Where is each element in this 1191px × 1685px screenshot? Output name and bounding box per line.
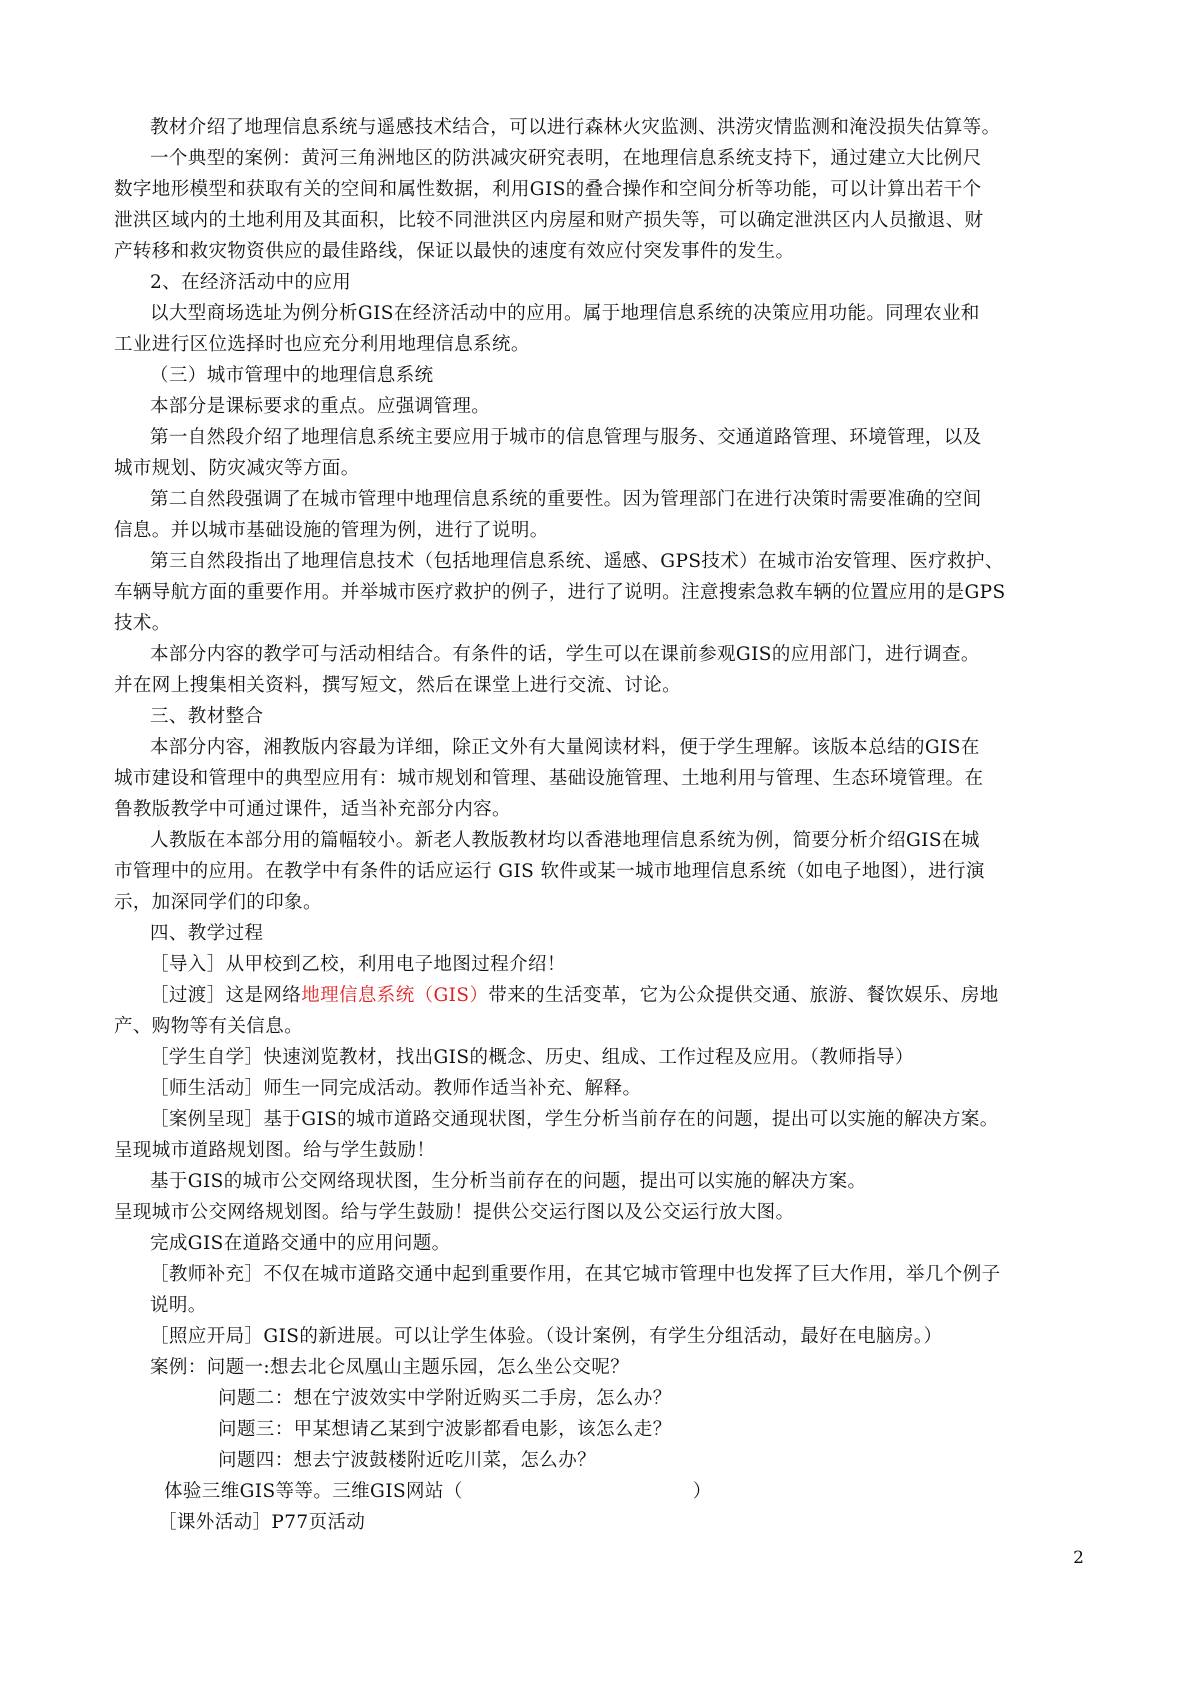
paragraph-line: 城市规划、防灾减灾等方面。 xyxy=(114,458,360,479)
paragraph-line: 本部分内容的教学可与活动相结合。有条件的话，学生可以在课前参观GIS的应用部门，进行调查。 xyxy=(150,644,980,665)
transition-text-after: 带来的生活变革，它为公众提供交通、旅游、餐饮娱乐、房地 xyxy=(488,985,999,1006)
paragraph-line: 工业进行区位选择时也应充分利用地理信息系统。 xyxy=(114,334,530,355)
paragraph-line: 本部分内容，湘教版内容最为详细，除正文外有大量阅读材料，便于学生理解。该版本总结的GIS在 xyxy=(150,737,980,758)
paragraph-line: ［师生活动］师生一同完成活动。教师作适当补充、解释。 xyxy=(150,1078,642,1099)
section-heading: 2、在经济活动中的应用 xyxy=(150,272,352,293)
paragraph-line: 完成GIS在道路交通中的应用问题。 xyxy=(150,1233,451,1254)
paragraph-line: 第一自然段介绍了地理信息系统主要应用于城市的信息管理与服务、交通道路管理、环境管理，以及 xyxy=(150,427,982,448)
transition-text-before: ［过渡］这是网络 xyxy=(150,985,302,1006)
case-question: 问题四：想去宁波鼓楼附近吃川菜，怎么办？ xyxy=(218,1450,597,1471)
paragraph-line: 并在网上搜集相关资料，撰写短文，然后在课堂上进行交流、讨论。 xyxy=(114,675,682,696)
paragraph-line: ［照应开局］GIS的新进展。可以让学生体验。（设计案例，有学生分组活动，最好在电脑房。） xyxy=(150,1326,943,1347)
paragraph-line: 城市建设和管理中的典型应用有：城市规划和管理、基础设施管理、土地利用与管理、生态环境管理。在 xyxy=(114,768,984,789)
paragraph-line: 一个典型的案例：黄河三角洲地区的防洪减灾研究表明，在地理信息系统支持下，通过建立大比例尺 xyxy=(150,148,982,169)
paragraph-line: 技术。 xyxy=(114,613,171,634)
paragraph-line: 说明。 xyxy=(150,1295,207,1316)
paragraph-line: 呈现城市道路规划图。给与学生鼓励！ xyxy=(114,1140,436,1161)
paragraph-line: 示，加深同学们的印象。 xyxy=(114,892,322,913)
paragraph-line: 呈现城市公交网络规划图。给与学生鼓励！提供公交运行图以及公交运行放大图。 xyxy=(114,1202,795,1223)
paragraph-line: 第二自然段强调了在城市管理中地理信息系统的重要性。因为管理部门在进行决策时需要准确的空间 xyxy=(150,489,982,510)
paragraph-line: 市管理中的应用。在教学中有条件的话应运行 GIS 软件或某一城市地理信息系统（如电子地图），进行演 xyxy=(114,861,985,882)
paragraph-line: 车辆导航方面的重要作用。并举城市医疗救护的例子，进行了说明。注意搜索急救车辆的位置应用的是GPS xyxy=(114,582,1006,603)
document-body xyxy=(114,112,1082,1538)
paragraph-line: 鲁教版教学中可通过课件，适当补充部分内容。 xyxy=(114,799,511,820)
paragraph-line: 产、购物等有关信息。 xyxy=(114,1016,304,1037)
paragraph-line: 以大型商场选址为例分析GIS在经济活动中的应用。属于地理信息系统的决策应用功能。同理农业和 xyxy=(150,303,980,324)
paragraph-line: 产转移和救灾物资供应的最佳路线，保证以最快的速度有效应付突发事件的发生。 xyxy=(114,241,795,262)
paragraph-line: 泄洪区域内的土地利用及其面积，比较不同泄洪区内房屋和财产损失等，可以确定泄洪区内人员撤退、财 xyxy=(114,210,984,231)
paragraph-line: ［案例呈现］基于GIS的城市道路交通现状图，学生分析当前存在的问题，提出可以实施的解决方案。 xyxy=(150,1109,999,1130)
transition-line xyxy=(114,980,1082,1011)
website-line xyxy=(114,1476,1082,1507)
case-question: 案例：问题一:想去北仑凤凰山主题乐园，怎么坐公交呢？ xyxy=(150,1357,630,1378)
paragraph-line: ［课外活动］P77页活动 xyxy=(158,1512,366,1533)
gis-link-highlight: 地理信息系统（GIS） xyxy=(301,985,489,1006)
section-heading: 三、教材整合 xyxy=(150,706,264,727)
paragraph-line: ［导入］从甲校到乙校，利用电子地图过程介绍！ xyxy=(150,954,566,975)
paragraph-line: 人教版在本部分用的篇幅较小。新老人教版教材均以香港地理信息系统为例，简要分析介绍GIS在城 xyxy=(150,830,980,851)
paragraph-line: ［教师补充］不仅在城市道路交通中起到重要作用，在其它城市管理中也发挥了巨大作用，举几个例子 xyxy=(150,1264,1001,1285)
section-heading: 四、教学过程 xyxy=(150,923,264,944)
paragraph-line: 教材介绍了地理信息系统与遥感技术结合，可以进行森林火灾监测、洪涝灾情监测和淹没损失估算等。 xyxy=(150,117,1001,138)
website-label: 体验三维GIS等等。三维GIS网站（ xyxy=(164,1481,463,1502)
case-question: 问题三：甲某想请乙某到宁波影都看电影，该怎么走？ xyxy=(218,1419,672,1440)
website-close-bracket: ） xyxy=(692,1481,712,1502)
paragraph-line: 基于GIS的城市公交网络现状图，生分析当前存在的问题，提出可以实施的解决方案。 xyxy=(150,1171,867,1192)
paragraph-line: 本部分是课标要求的重点。应强调管理。 xyxy=(150,396,491,417)
case-question: 问题二：想在宁波效实中学附近购买二手房，怎么办？ xyxy=(218,1388,672,1409)
paragraph-line: 信息。并以城市基础设施的管理为例，进行了说明。 xyxy=(114,520,549,541)
paragraph-line: 数字地形模型和获取有关的空间和属性数据，利用GIS的叠合操作和空间分析等功能，可以计算出若干个 xyxy=(114,179,982,200)
paragraph-line: ［学生自学］快速浏览教材，找出GIS的概念、历史、组成、工作过程及应用。（教师指导） xyxy=(150,1047,914,1068)
page-number: 2 xyxy=(1073,1548,1084,1568)
section-heading: （三）城市管理中的地理信息系统 xyxy=(150,365,434,386)
paragraph-line: 第三自然段指出了地理信息技术（包括地理信息系统、遥感、GPS技术）在城市治安管理、医疗救护、 xyxy=(150,551,1004,572)
